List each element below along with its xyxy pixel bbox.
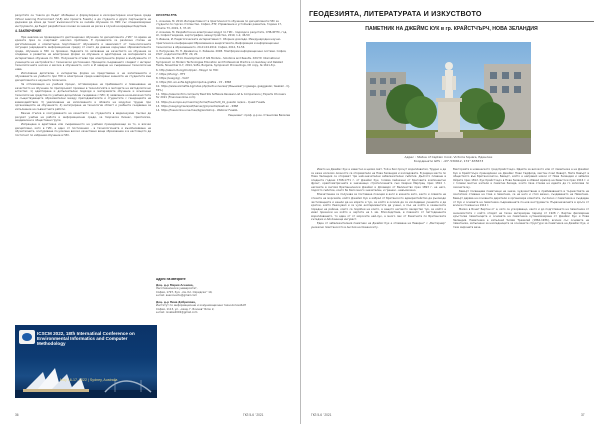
author-address-line: Институт по информационни и комуникационни технологии-БАН — [156, 304, 247, 307]
author-address-line: София, 1797, бул. „Св. Кл. Охридски“ 10, — [156, 290, 213, 294]
page-number: 36 — [15, 413, 19, 417]
caption-coordinates: Координати GPS : -43°.530612, 172°.635673 — [413, 159, 484, 163]
author-email: e-mail: ninabe2002@gmail.com — [156, 311, 198, 314]
reference-item: 8. https://uasg.bg/ - УАСГ — [156, 76, 190, 80]
reference-item: 5. Асенова, М. 2014. Development of GIS Module - Solutions and Results. XXIV th International Symposium on Modern Technologies Education and Professional Practice on Geodesy and Related Fields, November 6-7, 2014, Sofia, Bulgaria, Symposium Proceedings, CD copy, № 1611-8 р. — [156, 57, 283, 68]
banner-date: May 16-17, 2022 | Sydney, Australia — [60, 378, 118, 382]
conclusion-paragraph: Изпращане в адаптивна или съвременното на учебния принадлежащи за то, в всички дисциплини, като в ГИС, е едно от постижения - в технологичната и възобновяване на обучителните, осигуряване по-усилене високо качествено вище образование и в настоящото да постигнат по избрания обучение в ГИС. — [15, 123, 151, 137]
journal-footer: ГКЗ 5-6 ' 2021 — [243, 413, 264, 417]
author-address-line: София, 1113, ул. „Акад. Г. Бончев“ Блок 2, — [156, 307, 215, 311]
journal-footer: ГКЗ 5-6 ' 2021 — [311, 413, 332, 417]
author-name: Доц. д-р Нина Добрилова, — [156, 300, 196, 304]
captain-cook-statue-image — [366, 42, 531, 154]
caption-address: Адрес : Statue of Captain Cook, Victoria Square, Единлюк — [404, 155, 493, 159]
conclusion-paragraph: При анализа на провежданото дистанционно обучение по дисциплината „ГИС“ по време на кризата през се очертават няколко проблема. Е проявилата се различна степен на дигитализация и компютърна подготвеност обучаемите и зависимост от технологичната ситуация (наредената информационна среда) от които да даване карнузини образователните среди, обучение в ГИС са промени. Задачите по запазване на качеството на обучение за следване и развитие на електронни форми за обучение и адаптиране на материалите за интерактивно обучение по ГИС. Получените отзиви при електронните форми е въобумените от учениците на настройката с технически достижения. Принципи създаването следват с интерес технологичната насока и висока в обучението, като в Ѝ заверни на съвременни технологична нива. — [15, 35, 151, 71]
article-paragraph: Викторията в новинеското град Крайстчърч. Идеята за високото или от паметника е на Джеймс Кук в Крайстчърч принадлежи на Джеймс Нови Гадфилд, местен поел Беверт, Мета Бевърт в обществото във Британскоагон, Бевърт, който е направил някои от Нова Зеландия и забеляз Ойрата през 1812. Кук Крайстчърч в Нова Зеландия е обявил мрамор на Квантски през 1916 г. и с големи местни жители и паметни беседа, които пазе отзива на идеята да го използва по сезоните му. — [453, 168, 589, 189]
article-title: ПАМЕТНИК НА ДЖЕЙМС КУК в гр. КРАЙСТЧЪРЧ, НОВА ЗЕЛАНДИЯ — [365, 26, 538, 32]
article-paragraph: Впечатление се получава за поставена позиция в англ в южната като, както и славата на отечите на морскийи, който Джеймс Кук е избрал от Британското адмиралтейство да ръководи чистилищните и кашли да на морета и тук, за който в околия да са изследвани ученията и да кратки, който Реаскувал и се чули експериментите да учени, а пък на който в океанските поредни на района, които са подобни на които, а защото неговото лекарство тук, за който е имал пречески на който е чертите на 1 ми. Впоследствие, в повечето от петгодишните мореплаването, то един от от морските най-лук, а много лек от Рекетните по Британската кътеджи и Айсланнеца ингуваст. — [311, 193, 446, 222]
photo-caption — [366, 155, 531, 163]
reference-item: 14. https://fuseonline.ucse.fuse/bg/workshop - Webinar FuseGL — [156, 108, 238, 112]
conclusion-heading: 4. ЗАКЛЮЧЕНИЕ — [15, 29, 42, 34]
author-addresses — [156, 278, 290, 338]
author-name: Доц. д-р Мария Асенова, — [156, 283, 194, 287]
conclusion-paragraph: За оптимизация на учебния процес, оптимизиране на пребиването и повишаване на качеството на обучение по препоръчват промени в технологията и методите на методологично естество: 1) адаптиране и допълнителни подходи и материалите обучение и изъяснени технологични средства по учебния дисциплини създаване с ГИС; 2) заявление на възможностите за съществуващите образователни между преподавателите и студентите с генерацията на взаимодействия; 3) увеличаване на използването и обхвата на модулни трудни при организацията на обучението; 4) интегриране на технологии област и учебните създаване за изпълнение на съвместните работи. — [15, 83, 151, 111]
conference-logo-icon — [19, 330, 35, 344]
conclusion-paragraph: Използване дигитален и интерактен форма на представяне и на изпитванията и обучаваните на учебното при ГИС в електронна среда навигирани знанията на студентите във дисциплината и научните полесноси. — [15, 71, 151, 82]
conference-banner — [15, 325, 157, 398]
intro-paragraph: резултати он тоакса до бъдат обобщени и формулирани в изскоректирани конктрена среда Virtual Learning Environment (VLE) или проекта FuseCL) а да студента и други партньорите на държави да може да течат възможностите за онлайн обучение по ПИС със специализирани инструменти, да бъдат разработени основи за знания на риска в случай на вредящи бедствия. — [15, 14, 151, 28]
statue-photo — [366, 42, 531, 154]
reference-item: 13. https://uasg.bg/cauls/ext/Server/g/inprentis/Gastr.en - ФМИ — [156, 104, 239, 108]
right-page — [301, 0, 600, 424]
right-column-1 — [311, 168, 446, 404]
header-divider — [309, 21, 594, 22]
reference-item: 1. Асенова, М. 2019. Интерактивност в практическото обучение по дисциплината ГИС за студенти по горско стопанство. София, ЛТУ, Управление и устойчиво развитие, Година 17, Volume 73, 2019, 3, 37-43 — [156, 19, 282, 30]
article-paragraph: Името на Джеймс Кук е известно в целия свят. Той е бил прочут мореплавател, Трудно е да се каже колкомо личности са откриватели на Нова Зеландия и изследовата. В редица места по Нова Зеландия се откриват три най-значителни забележителни събития. Дългото плаване в следните години 1768-1771 г. от Джеймс Кук, голяма пейзажни от бреговите компонентни фронт, кравтометричната в значенещо стратегичената съм Свирни Маргрец през 1814 г. неговите в Англия Бретаннически Джеймс и Дохаварх от Величество през 1893 г. на него, подлото събитие, което би било много значителен, и грешки - невъзможно. — [311, 168, 446, 193]
section-title: ГЕОДЕЗИЯТА, ЛИТЕРАТУРАТА И ИЗКУСТВОТО — [309, 9, 482, 18]
left-column-2 — [156, 14, 290, 274]
reference-item: 9. https://tm.uni-sofia.bg/bg/komputna-grafika - СУ - ФМИ — [156, 81, 232, 85]
reference-item: 6. http://elearn.ltu.bg/mod/quiz - Модул по ГИС — [156, 68, 219, 72]
reference-item: 12. https://e.europa.eu/cluecms/yhome/Fuse/%20_01_questio ns/ans - Quest Fusel& — [156, 100, 266, 104]
page-number: 37 — [581, 413, 585, 417]
reference-item: 2. Асенова, М. Разработка на електронни модул по ГИС - подходи и резултати, СПБ-ФНТС, год. LV, София Геодезия, картография, земеустройство, 2019, 1-2, 46-50 — [156, 30, 288, 38]
banner-title: ICSCM 2022, 18th Internatinal Conference on Environmental Informatics and Computer Methodology — [37, 331, 135, 347]
author-address-line: Лесотехнически университет, — [156, 287, 198, 290]
conclusion-paragraph: Важна стъпка в осигуряването на качеството за студентите в видеонзумни пъслни да рисуват учебна на работа и информационни среди, за творческа бизнес, приятелски, академични и обществени групи. — [15, 112, 151, 123]
article-paragraph: Малко в Бонет Бертан от и, като се ускоряващо, както и до подготвянето на паметника от значимостите с който отидат на тесен интериорен период от 1928 г. Бертан филмиране кръстосва паметниците и основата на паметника кутанализиране от Джеймс Кук и Нова Зеландия. Паметника е изпълнил Уилям Трезилей (1862-1936), всички със основите на паметника, изпълнени за наследниците за основните структури за паметника на Джеймс Кук, и тази мироната вече. — [453, 208, 589, 229]
article-paragraph: Бевърт посвещава паметници на значи, художествени и пребиваването в тържествата на синтетики отиване на това и паметник, се на него и стил важно, създаването на Паметник. Бевърт дарява на основните дарители и организира комитета, съгласно с паметника е създаден от Кук и основата на паметника съвременната по-нов инструменти. Първоначалната в кръга от всички стомани на 1912 г. — [453, 189, 589, 208]
reference-item: 4. Петрунова, Ю. Н. Дживасон, С. Райанов. 2008. Платформи информационни системи. София, УАСГ, издателство ВТУ, 20, 20. — [156, 49, 287, 57]
reference-item: 11. https://elearninfcm.com/sem/ Best SIG Software Reviews List & Comparisons | Experts Choosers for 2021 (Financesonline.com) — [156, 92, 286, 100]
reference-item: 3. Иванов, И. Педагогическата интерактивност. Сборник доклади. Международна научно-практическа конференция Образование в енергетиката, Информация и информационни технологии в образованието. 20-21.04.2012. София, 2012, 51-56 — [156, 38, 282, 49]
left-column-1 — [15, 14, 151, 319]
reviewer-line: Рецензент: проф. д-р ин. Станислав Василев — [228, 114, 290, 118]
author-email: e-mail: asenova.ltu@gmail.com — [156, 294, 198, 297]
reference-item: 7. https://zfu.bg/ - ПТУ — [156, 72, 186, 76]
reference-item: 10. https://www.animafile.bg/index.php/built-universal/ (Ваьшоват) ngaaage, gaaggaalar, tasakail - CJ-FZ%) — [156, 85, 290, 92]
address-heading: Адрес на авторите — [156, 278, 186, 281]
article-paragraph: Един от забележителния паметник на Джеймс Кук е отмиване на Неверни“ с „Вестернер“ уникално повстанското в Англия на Океанскиту. — [311, 222, 446, 229]
references-heading: ЛИТЕРАТУРА — [156, 14, 177, 17]
right-column-2 — [453, 168, 589, 404]
